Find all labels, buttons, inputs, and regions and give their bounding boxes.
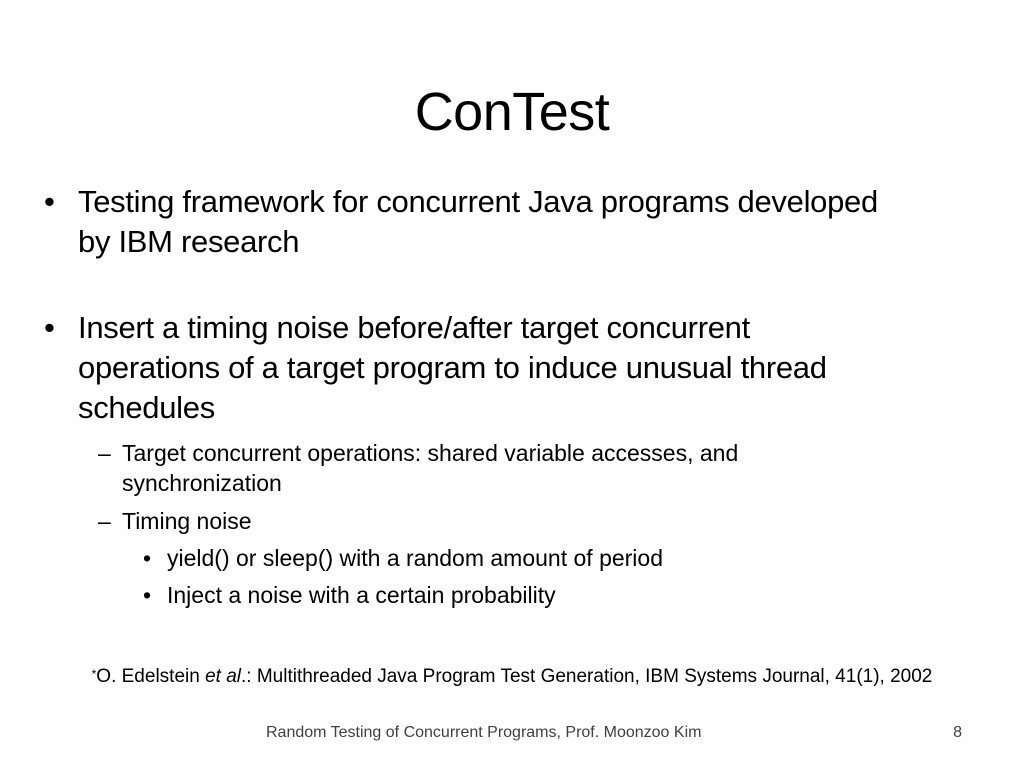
sub-sub-bullet-item [143, 580, 990, 610]
bullet-text-line: by IBM research [78, 224, 300, 259]
slide-body [40, 182, 990, 610]
sub-bullet-text: Timing noise [122, 508, 252, 534]
bullet-glyph: • [44, 310, 55, 345]
bullet-glyph: • [143, 545, 152, 571]
sub-sub-bullet-text: yield() or sleep() with a random amount of period [167, 545, 664, 571]
citation-authors: O. Edelstein [96, 666, 206, 687]
slide-title: ConTest [414, 82, 610, 142]
bullet-item [40, 308, 990, 428]
bullet-glyph: • [143, 582, 152, 608]
sub-bullet-item [98, 438, 862, 498]
bullet-text-line: operations of a target program to induce unusual thread [78, 350, 827, 385]
sub-sub-bullet-item [143, 543, 990, 573]
dash-glyph: – [98, 440, 111, 466]
citation-details: .: Multithreaded Java Program Test Generation, IBM Systems Journal, 41(1), 2002 [241, 666, 933, 687]
citation-marker: * [91, 667, 97, 681]
sub-sub-bullet-text: Inject a noise with a certain probability [167, 582, 556, 608]
footer-text: Random Testing of Concurrent Programs, Prof. Moonzoo Kim [266, 724, 702, 741]
citation [0, 665, 1024, 689]
bullet-item [40, 182, 990, 262]
sub-bullet-text: Target concurrent operations: shared variable accesses, and synchronization [122, 440, 739, 496]
dash-glyph: – [98, 508, 111, 534]
bullet-text-line: Testing framework for concurrent Java programs developed [78, 184, 878, 219]
citation-etal: et al [205, 666, 241, 687]
sub-bullet-item [98, 506, 862, 536]
page-number: 8 [953, 724, 962, 741]
bullet-text-line: Insert a timing noise before/after target concurrent [78, 310, 750, 345]
bullet-text-line: schedules [78, 390, 215, 425]
bullet-glyph: • [44, 184, 55, 219]
